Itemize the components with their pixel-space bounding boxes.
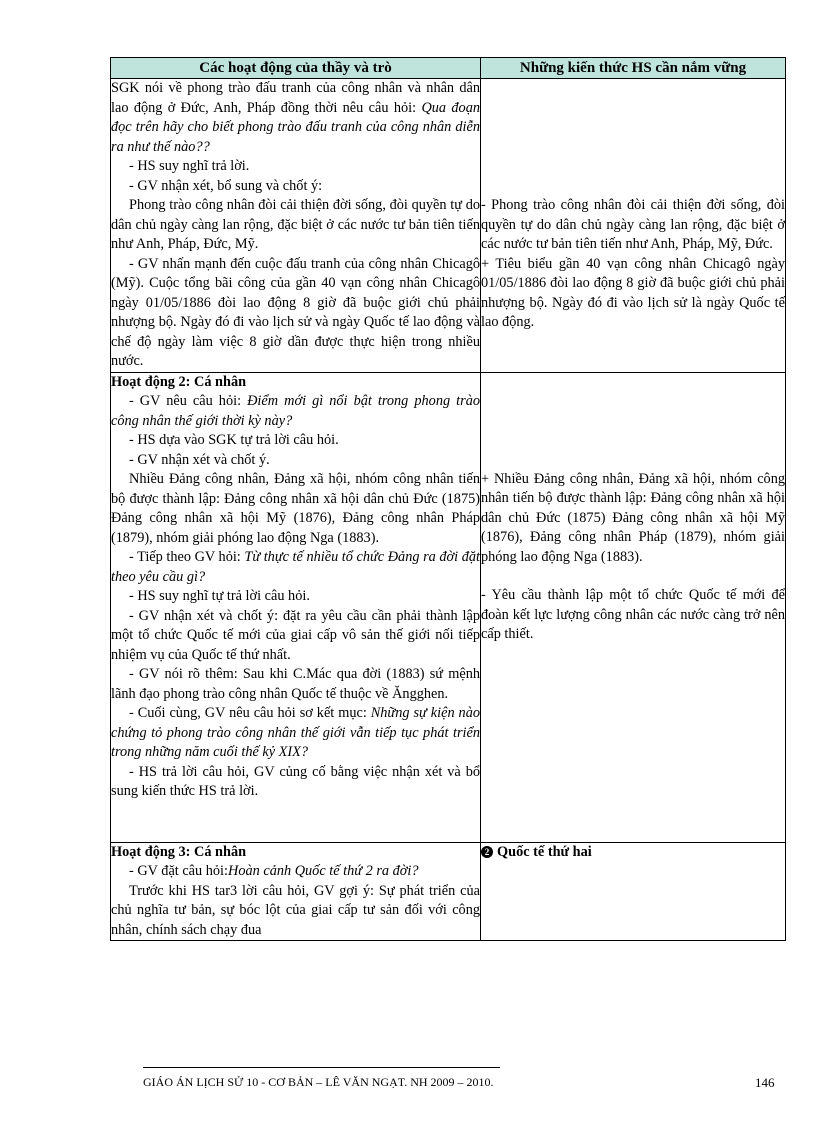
table-row: [111, 79, 786, 373]
paragraph: + Nhiều Đảng công nhân, Đảng xã hội, nhóm công nhân tiến bộ được thành lập: Đảng công nhân xã hội dân chủ Đức (1875) Đảng công nhân xã hội Mỹ (1876), Đảng công nhân Pháp (1879), nhóm giải phóng lao động Nga (1883).: [481, 470, 785, 565]
paragraph: Phong trào công nhân đòi cải thiện đời sống, đòi quyền tự do dân chủ ngày càng lan rộng, đặc biệt ở các nước tư bản tiên tiến như Anh, Pháp, Đức, Mỹ.: [111, 197, 480, 252]
text: SGK nói về phong trào đấu tranh của công nhân và nhân dân lao động ở Đức, Anh, Pháp đồng thời nêu câu hỏi:: [111, 80, 480, 116]
row3-left-cell: [111, 842, 481, 941]
table-row: [111, 372, 786, 842]
question-text: Những sự kiện nào chứng tỏ phong trào công nhân thế giới vẫn tiếp tục phát triển trong những năm cuối thế kỷ XIX?: [111, 705, 480, 760]
activity-heading: Hoạt động 3: Cá nhân: [111, 843, 247, 860]
row3-right-cell: [481, 842, 786, 941]
text: - GV nêu câu hỏi:: [129, 393, 248, 409]
paragraph: + Tiêu biểu gần 40 vạn công nhân Chicagô ngày 01/05/1886 đòi lao động 8 giờ đã buộc giới chủ phải nhượng bộ. Ngày đó đi vào lịch sử là ngày Quốc tế lao động.: [481, 255, 785, 330]
row1-right-cell: [481, 79, 786, 373]
text: - Tiếp theo GV hỏi:: [129, 549, 245, 565]
paragraph: - GV nhấn mạnh đến cuộc đấu tranh của công nhân Chicagô (Mỹ). Cuộc tổng bãi công của gần 40 vạn công nhân Chicagô ngày 01/05/1886 đòi lao động 8 giờ đã buộc giới chủ phải nhượng bộ. Ngày đó đi vào lịch sử và ngày Quốc tế lao động và chế độ ngày làm việc 8 giờ dần được thực hiện trong nhiều nước.: [111, 255, 480, 369]
paragraph: [111, 79, 480, 157]
paragraph: - HS dựa vào SGK tự trả lời câu hỏi.: [129, 432, 339, 448]
paragraph: - GV nhận xét, bổ sung và chốt ý:: [129, 177, 323, 194]
paragraph: [111, 392, 480, 431]
question-text: Hoàn cảnh Quốc tế thứ 2 ra đời?: [228, 863, 419, 879]
text: - Cuối cùng, GV nêu câu hỏi sơ kết mục:: [129, 705, 371, 721]
paragraph: - Yêu cầu thành lập một tổ chức Quốc tế mới để đoàn kết lực lượng công nhân các nước càng trở nên cấp thiết.: [481, 587, 785, 642]
footer-divider: [143, 1067, 500, 1068]
table-header-row: [111, 58, 786, 79]
header-activities: Các hoạt động của thầy và trò: [111, 58, 481, 79]
text: - GV đặt câu hỏi:: [129, 863, 228, 879]
lesson-table: [110, 57, 786, 941]
question-text: Qua đoạn đọc trên hãy cho biết phong trào đấu tranh của công nhân diễn ra như thế nào??: [111, 99, 481, 155]
header-knowledge: Những kiến thức HS cần nắm vững: [481, 58, 786, 79]
page-number: 146: [755, 1075, 775, 1090]
row1-left-cell: [111, 79, 481, 373]
paragraph: - HS suy nghĩ tự trả lời câu hỏi.: [129, 588, 310, 604]
paragraph: [111, 548, 480, 587]
paragraph: - HS suy nghĩ trả lời.: [129, 158, 250, 174]
paragraph: Nhiều Đảng công nhân, Đảng xã hội, nhóm công nhân tiến bộ được thành lập: Đảng công nhân xã hội dân chủ Đức (1875) Đảng công nhân xã hội Mỹ (1876), Đảng công nhân Pháp (1879), nhóm giải phóng lao động Nga (1883).: [111, 471, 480, 546]
paragraph: - HS trả lời câu hỏi, GV củng cố bằng việc nhận xét và bổ sung kiến thức HS trả lời.: [111, 763, 480, 799]
paragraph: - Phong trào công nhân đòi cải thiện đời sống, đòi quyền tự do dân chủ ngày càng lan rộng, đặc biệt ở các nước tư bản tiên tiến như Anh, Pháp, Mỹ, Đức.: [481, 197, 785, 252]
paragraph: - GV nói rõ thêm: Sau khi C.Mác qua đời (1883) sứ mệnh lãnh đạo phong trào công nhân Quốc tế thuộc về Ăngghen.: [111, 666, 480, 702]
activity-heading: Hoạt động 2: Cá nhân: [111, 373, 247, 390]
row2-left-cell: [111, 372, 481, 842]
paragraph: - GV nhận xét và chốt ý.: [129, 451, 270, 468]
section-title: Quốc tế thứ hai: [497, 843, 592, 860]
number-bullet-icon: 2: [481, 846, 493, 858]
paragraph: [111, 704, 480, 763]
paragraph: Trước khi HS tar3 lời câu hỏi, GV gợi ý: Sự phát triển của chủ nghĩa tư bản, sự bóc lột của giai cấp tư sản đối với công nhân, chính sách chạy đua: [111, 882, 480, 938]
row2-right-cell: [481, 372, 786, 842]
paragraph: - GV nhận xét và chốt ý: đặt ra yêu cầu cần phải thành lập một tổ chức Quốc tế mới của giai cấp vô sản thế giới nối tiếp nhiệm vụ của Quốc tế thứ nhất.: [111, 607, 480, 663]
footer-text: GIÁO ÁN LỊCH SỬ 10 - CƠ BẢN – LÊ VĂN NGẠT. NH 2009 – 2010.: [143, 1075, 494, 1089]
question-text: Điểm mới gì nổi bật trong phong trào công nhân thế giới thời kỳ này?: [111, 393, 480, 429]
paragraph: [111, 862, 480, 882]
table-row: [111, 842, 786, 941]
question-text: Từ thực tế nhiều tổ chức Đảng ra đời đặt theo yêu cầu gì?: [111, 549, 480, 585]
section-heading: [481, 843, 785, 863]
